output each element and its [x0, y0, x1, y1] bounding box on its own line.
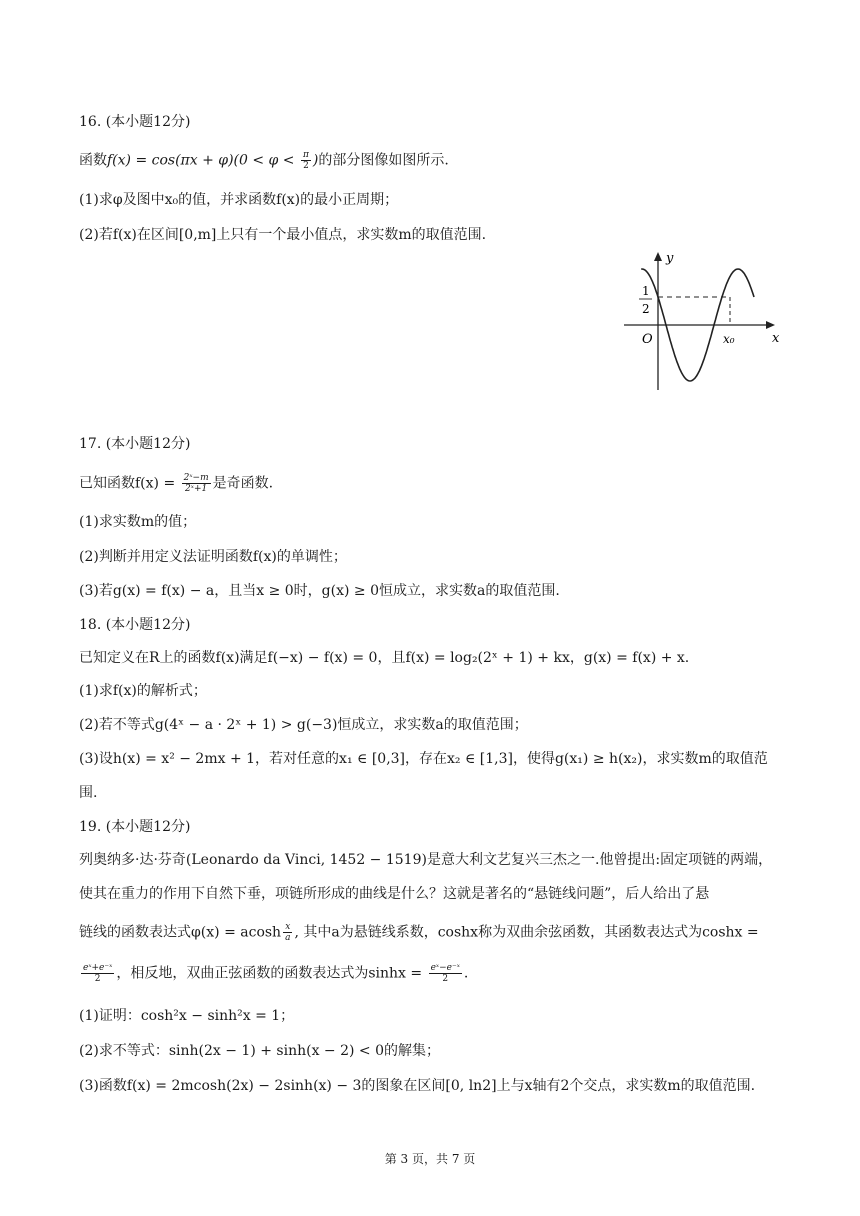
- q19-sinh-fraction: $\frac{\text{eˣ−e⁻ˣ}}{2}$: [430, 963, 460, 984]
- q17-part2: (2)判断并用定义法证明函数f(x)的单调性；: [79, 549, 347, 565]
- q19-part1: (1)证明：cosh²x − sinh²x = 1；: [79, 1008, 295, 1024]
- q19-line4: $\frac{\text{eˣ+e⁻ˣ}}{2}$ ，相反地，双曲正弦函数的函数表达式为sinhx = $\frac{\text{eˣ−e⁻ˣ}}{2}$ .: [83, 963, 469, 984]
- q19-x-over-a: $\frac{x}{a}$: [285, 922, 291, 943]
- q18-part3-cont: 围.: [79, 785, 98, 801]
- q18-header: 18. (本小题12分): [79, 617, 191, 633]
- y-axis-label: y: [666, 251, 674, 266]
- q18-stem: 已知定义在R上的函数f(x)满足f(−x) − f(x) = 0，且f(x) = log₂(2ˣ + 1) + kx，g(x) = f(x) + x.: [79, 650, 690, 666]
- q18-part1: (1)求f(x)的解析式；: [79, 683, 207, 699]
- half-denominator: 2: [642, 302, 650, 316]
- q16-part2: (2)若f(x)在区间[0,m]上只有一个最小值点，求实数m的取值范围.: [79, 227, 487, 243]
- half-numerator: 1: [642, 284, 650, 298]
- x0-label: x₀: [723, 332, 735, 346]
- q17-part3: (3)若g(x) = f(x) − a，且当x ≥ 0时，g(x) ≥ 0恒成立，求实数a的取值范围.: [79, 583, 560, 599]
- q17-stem-post: 是奇函数.: [212, 475, 274, 492]
- q19-header: 19. (本小题12分): [79, 819, 191, 835]
- x-axis-label: x: [772, 331, 780, 346]
- page-footer: 第 3 页，共 7 页: [384, 1152, 476, 1166]
- y-axis-arrow: [654, 252, 662, 261]
- q16-part1: (1)求φ及图中x₀的值，并求函数f(x)的最小正周期；: [79, 192, 399, 208]
- q17-stem-pre: 已知函数f(x) =: [79, 475, 180, 492]
- cosine-graph-figure: [622, 246, 787, 394]
- q17-part1: (1)求实数m的值；: [79, 514, 197, 530]
- q16-stem: 函数f(x) = cos(πx + φ)(0 < φ < $\frac{\pi}{2}$ )的部分图像如图所示.: [79, 150, 449, 171]
- q16-pi-over-2: $\frac{\pi}{2}$: [302, 150, 309, 171]
- q19-cosh-fraction: $\frac{\text{eˣ+e⁻ˣ}}{2}$: [83, 963, 113, 984]
- q19-line3: 链线的函数表达式φ(x) = acosh $\frac{x}{a}$ , 其中a为悬链线系数，coshx称为双曲余弦函数，其函数表达式为coshx =: [79, 922, 759, 943]
- q16-stem-pre: 函数: [79, 152, 107, 169]
- q18-part2: (2)若不等式g(4ˣ − a · 2ˣ + 1) > g(−3)恒成立，求实数a的取值范围；: [79, 717, 528, 733]
- q19-line2: 使其在重力的作用下自然下垂，项链所形成的曲线是什么？这就是著名的“悬链线问题”，后人给出了悬: [79, 886, 710, 902]
- q16-stem-math: f(x) = cos(πx + φ)(0 < φ <: [107, 152, 299, 169]
- q19-part2: (2)求不等式：sinh(2x − 1) + sinh(x − 2) < 0的解集；: [79, 1043, 441, 1059]
- x-axis-arrow: [766, 321, 775, 329]
- q18-part3: (3)设h(x) = x² − 2mx + 1，若对任意的x₁ ∈ [0,3]，存在x₂ ∈ [1,3]，使得g(x₁) ≥ h(x₂)，求实数m的取值范: [79, 751, 768, 767]
- q16-header: 16. (本小题12分): [79, 114, 191, 130]
- q19-part3: (3)函数f(x) = 2mcosh(2x) − 2sinh(x) − 3的图象在区间[0, ln2]上与x轴有2个交点，求实数m的取值范围.: [79, 1078, 756, 1094]
- q17-stem: [79, 473, 273, 494]
- q17-fraction: $\frac{\text{2ˣ−m}}{\text{2ˣ+1}}$: [183, 473, 209, 494]
- q16-stem-post: 的部分图像如图所示.: [318, 152, 449, 169]
- q19-line1: 列奥纳多·达·芬奇(Leonardo da Vinci, 1452 − 1519)是意大利文艺复兴三杰之一.他曾提出:固定项链的两端，: [79, 852, 773, 868]
- q17-header: 17. (本小题12分): [79, 436, 191, 452]
- origin-label: O: [642, 332, 653, 347]
